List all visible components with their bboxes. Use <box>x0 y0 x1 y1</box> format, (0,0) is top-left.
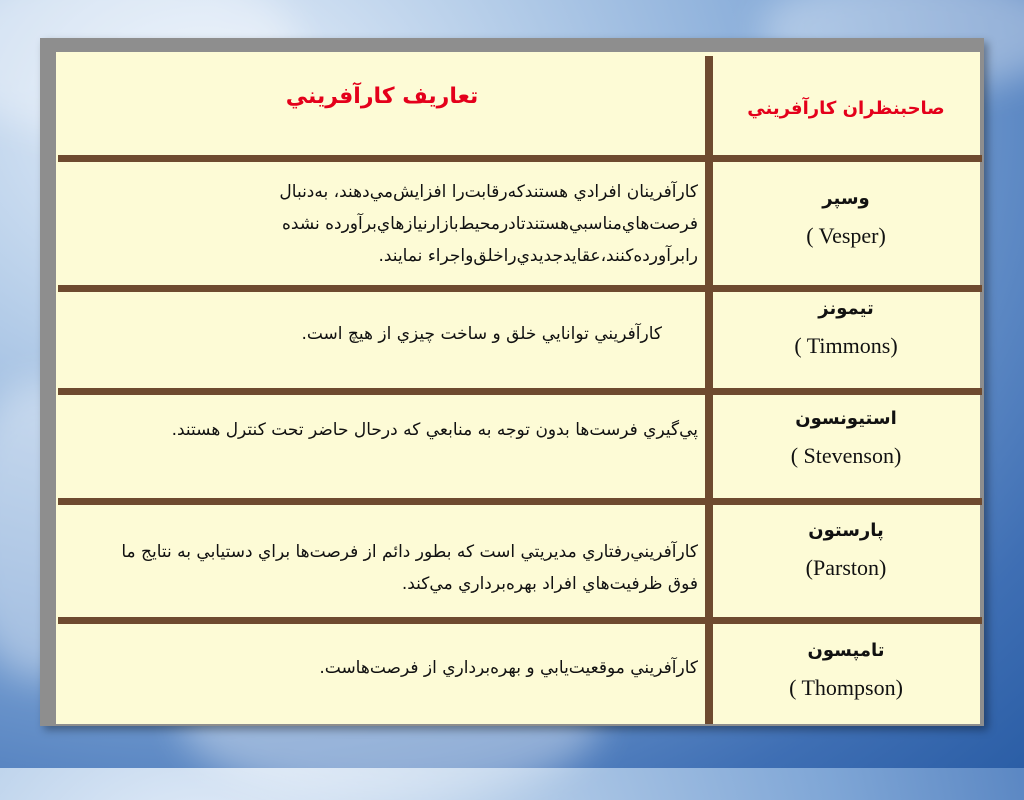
definition-cell <box>62 536 702 600</box>
scholar-cell <box>716 298 976 359</box>
scholar-name-fa: وسپر <box>822 188 870 209</box>
definition-cell <box>62 652 702 684</box>
definition-line: پي‌گيري فرست‌ها بدون توجه به منابعي كه درحال حاضر تحت كنترل هستند. <box>171 420 698 440</box>
scholar-name-fa: استيونسون <box>795 408 897 429</box>
row-divider <box>58 285 982 292</box>
row-divider <box>58 155 982 162</box>
scholar-cell <box>716 520 976 581</box>
row-divider <box>58 388 982 395</box>
row-divider <box>58 617 982 624</box>
definition-line: فرصت‌هاي‌مناسبي‌هستندتادرمحيط‌بازارنيازهاي‌برآورده نشده <box>281 214 698 234</box>
row-divider <box>58 498 982 505</box>
scholar-name-en: ( Thompson) <box>789 675 903 700</box>
definition-line: كارآفريني توانايي خلق و ساخت چيزي از هيچ است. <box>301 324 662 344</box>
scholar-cell <box>716 408 976 469</box>
definitions-header: تعاريف كارآفريني <box>285 84 479 109</box>
scholar-name-en: (Parston) <box>805 555 887 580</box>
scholar-name-en: ( Timmons) <box>794 333 898 358</box>
scholar-name-fa: پارستون <box>808 520 884 541</box>
definition-line: فوق ظرفيت‌هاي افراد بهره‌برداري مي‌كند. <box>401 574 698 594</box>
definition-line: كارآفريني‌رفتاري مديريتي است كه بطور دائم از فرصت‌ها براي دستيابي به نتايج ما <box>121 542 698 562</box>
definition-line: رابرآورده‌كنند،عقايدجديدي‌راخلق‌واجراء نمايند. <box>378 246 698 266</box>
scholar-name-fa: تامپسون <box>807 640 885 661</box>
definition-line: كارآفرينان افرادي هستندكه‌رقابت‌را افزايش‌مي‌دهند، به‌دنبال <box>279 182 698 202</box>
scholar-name-en: ( Vesper) <box>806 223 886 248</box>
scholar-name-fa: تيمونز <box>818 298 874 319</box>
definition-line: كارآفريني موقعيت‌يابي و بهره‌برداري از فرصت‌هاست. <box>319 658 698 678</box>
scholar-name-en: ( Stevenson) <box>790 443 902 468</box>
scholar-cell <box>716 188 976 249</box>
scholars-header: صاحبنظران كارآفريني <box>747 98 945 119</box>
definition-cell <box>62 318 702 350</box>
definition-cell <box>62 414 702 446</box>
scholar-cell <box>716 640 976 701</box>
definition-cell <box>62 176 702 272</box>
